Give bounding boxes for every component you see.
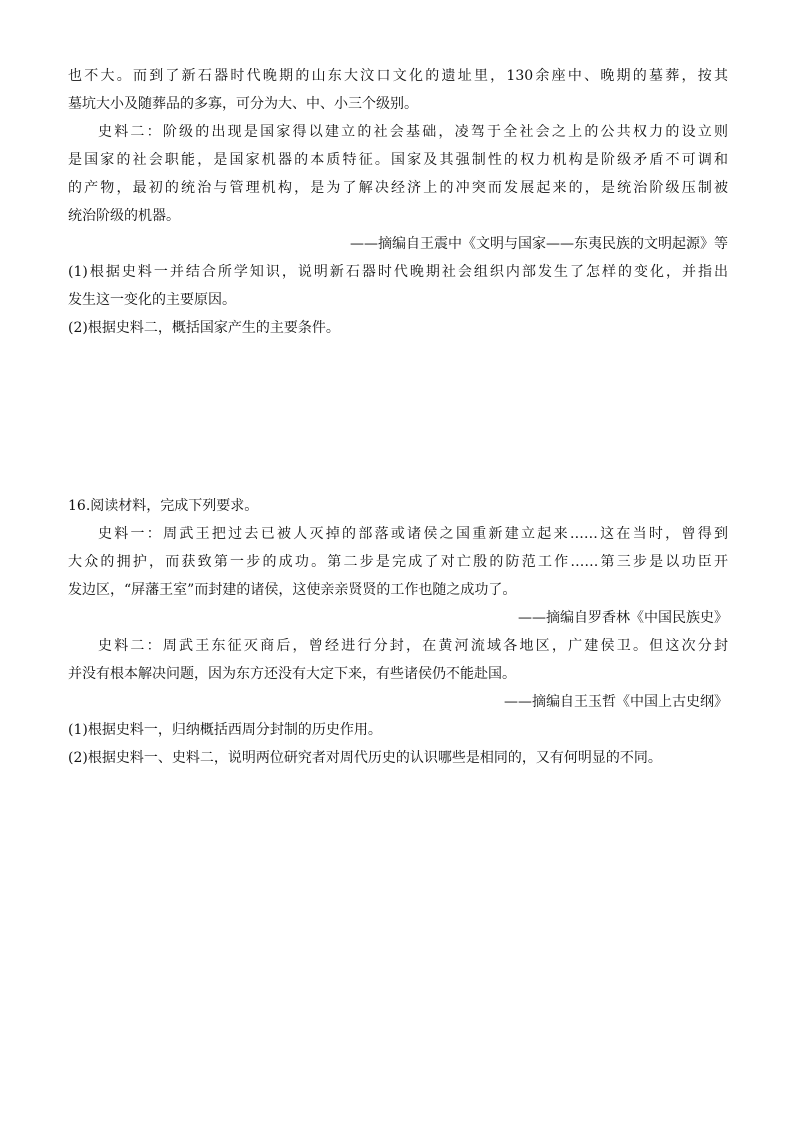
q16-material1-line-3: 发边区，“屏藩王室”而封建的诸侯，这使亲亲贤贤的工作也随之成功了。	[68, 582, 517, 598]
q16-title: 16.阅读材料，完成下列要求。	[68, 498, 259, 514]
q15-material2-line-4: 统治阶级的机器。	[68, 208, 180, 224]
q15-material1-line-2: 墓坑大小及随葬品的多寡，可分为大、中、小三个级别。	[68, 96, 418, 112]
q15-material2-line-2: 是国家的社会职能，是国家机器的本质特征。国家及其强制性的权力机构是阶级矛盾不可调和	[68, 152, 728, 168]
q16-source-1: ——摘编自罗香林《中国民族史》	[518, 610, 728, 626]
q16-material1-line-2: 大众的拥护，而获致第一步的成功。第二步是完成了对亡殷的防范工作……第三步是以功臣开	[68, 554, 728, 570]
q16-material2-line-2: 并没有根本解决问题，因为东方还没有大定下来，有些诸侯仍不能赴国。	[68, 666, 516, 682]
answer-space	[68, 342, 728, 492]
q16-source-2: ——摘编自王玉哲《中国上古史纲》	[504, 694, 728, 710]
q15-question-1-line-2: 发生这一变化的主要原因。	[68, 292, 236, 308]
q15-material2-line-3: 的产物，最初的统治与管理机构，是为了解决经济上的冲突而发展起来的，是统治阶级压制被	[68, 180, 728, 196]
q16-material1-line-1: 史料一：周武王把过去已被人灭掉的部落或诸侯之国重新建立起来……这在当时，曾得到	[98, 526, 728, 542]
q15-question-1-line-1: (1)根据史料一并结合所学知识，说明新石器时代晚期社会组织内部发生了怎样的变化，并指出	[68, 264, 728, 280]
q16-question-2: (2)根据史料一、史料二，说明两位研究者对周代历史的认识哪些是相同的，又有何明显的不同。	[68, 750, 662, 766]
q15-material2-line-1: 史料二：阶级的出现是国家得以建立的社会基础，凌驾于全社会之上的公共权力的设立则	[98, 124, 728, 140]
q15-question-2: (2)根据史料二，概括国家产生的主要条件。	[68, 320, 340, 336]
q16-material2-line-1: 史料二：周武王东征灭商后，曾经进行分封，在黄河流域各地区，广建侯卫。但这次分封	[98, 638, 728, 654]
document-page	[68, 62, 728, 772]
q16-question-1: (1)根据史料一，归纳概括西周分封制的历史作用。	[68, 722, 382, 738]
q15-source: ——摘编自王震中《文明与国家——东夷民族的文明起源》等	[350, 236, 728, 252]
q15-material1-line-1: 也不大。而到了新石器时代晚期的山东大汶口文化的遗址里，130余座中、晚期的墓葬，按其	[68, 68, 728, 84]
